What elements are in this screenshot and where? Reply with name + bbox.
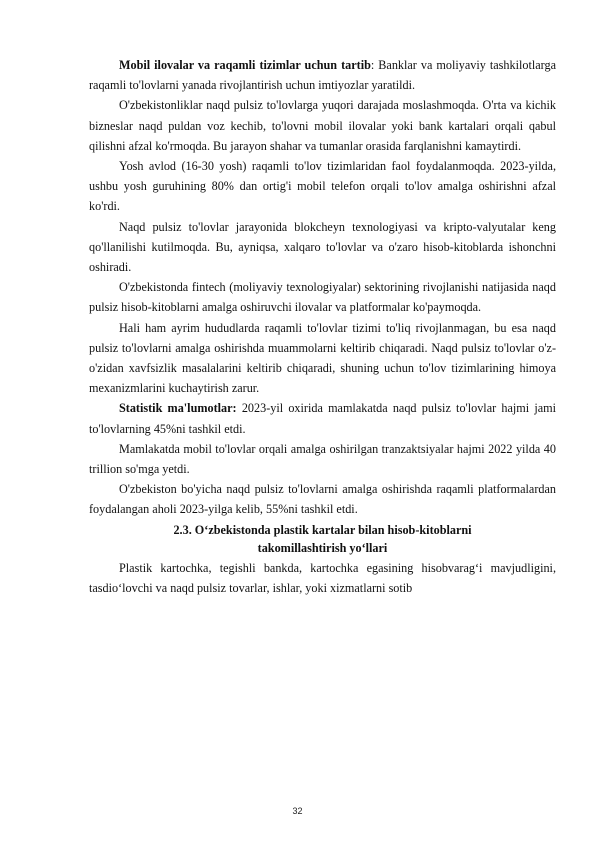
paragraph-mobile-apps (89, 55, 556, 95)
paragraph-adaptation (89, 95, 556, 156)
page-content (89, 55, 556, 598)
paragraph-text: Yosh avlod (16-30 yosh) raqamli to'lov tizimlaridan faol foydalanmoqda. 2023-yilda, ushbu yosh guruhining 80% dan ortig'i mobil telefon orqali to'lov amalga oshirishni afzal ko'rdi. (89, 159, 556, 214)
paragraph-blockchain (89, 217, 556, 278)
paragraph-statistics (89, 398, 556, 438)
paragraph-platform-users (89, 479, 556, 519)
paragraph-text: Naqd pulsiz to'lovlar jarayonida blokcheyn texnologiyasi va kripto-valyutalar keng qo'llanilishi kutilmoqda. Bu, ayniqsa, xalqaro to'lovlar va o'zaro hisob-kitoblarda ishonchni oshiradi. (89, 219, 556, 275)
paragraph-regions (89, 318, 556, 399)
paragraph-plastic-card: Plastik kartochka, tegishli bankda, kartochka egasining hisobvarag‘i mavjudligini, tasdio‘lovchi va naqd pulsiz tovarlar, ishlar, yoki xizmatlarni sotib (89, 560, 556, 595)
paragraph-youth (89, 156, 556, 217)
paragraph-lead: Statistik ma'lumotlar: (119, 401, 237, 416)
paragraph-lead: Mobil ilovalar va raqamli tizimlar uchun tartib (119, 58, 371, 72)
paragraph-text: Mamlakatda mobil to'lovlar orqali amalga oshirilgan tranzaktsiyalar hajmi 2022 yilda 40 trillion so'mga yetdi. (89, 441, 556, 477)
paragraph-text: O'zbekistonliklar naqd pulsiz to'lovlarga yuqori darajada moslashmoqda. O'rta va kichik bizneslar naqd puldan voz kechib, to'lovni mobil ilovalar yoki bank kartalari orqali qabul qilishni afzal ko'rmoqda. Bu jarayon shahar va tumanlar orasida farqlanishni kamaytirdi. (89, 98, 556, 153)
paragraph-text: 2023-yil oxirida mamlakatda naqd pulsiz to'lovlar hajmi jami to'lovlarning 45%ni tashkil etdi. (89, 401, 557, 436)
section-heading: 2.3. O‘zbekistonda plastik kartalar bilan hisob-kitoblarni takomillashtirish yo‘llari (173, 522, 472, 555)
page-number: 32 (292, 806, 303, 816)
paragraph-text: Hali ham ayrim hududlarda raqamli to'lovlar tizimi to'liq rivojlanmagan, bu esa naqd pulsiz to'lovlarni amalga oshirishda muammolarni keltirib chiqaradi. Naqd pulsiz to'lovlar o'z-o'zidan xavfsizlik masalalarini keltirib chiqaradi, shuning uchun to'lov tizimlarining himoya mexanizmlarini kuchaytirish zarur. (89, 320, 556, 396)
paragraph-fintech (89, 277, 556, 317)
paragraph-text: O'zbekistonda fintech (moliyaviy texnologiyalar) sektorining rivojlanishi natijasida naqd pulsiz hisob-kitoblarni amalga oshiruvchi ilovalar va platformalar ko'paymoqda. (89, 280, 556, 315)
paragraph-text: : Banklar va moliyaviy tashkilotlarga raqamli to'lovlarni yanada rivojlantirish uchun imtiyozlar yaratildi. (89, 58, 556, 93)
paragraph-text: O'zbekiston bo'yicha naqd pulsiz to'lovlarni amalga oshirishda raqamli platformalardan foydalangan aholi 2023-yilga kelib, 55%ni tashkil etdi. (89, 482, 556, 517)
paragraph-mobile-volume (89, 439, 556, 479)
